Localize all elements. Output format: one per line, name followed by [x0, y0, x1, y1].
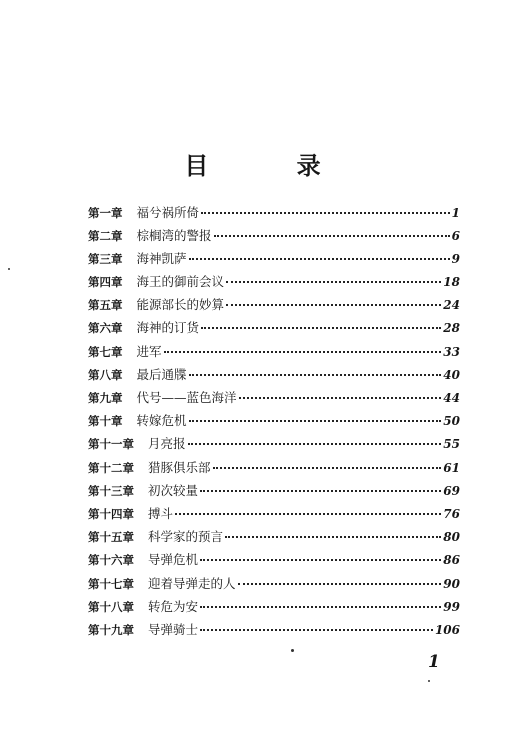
- chapter-title: 导弹骑士: [148, 621, 199, 637]
- chapter-number: 第十九章: [88, 622, 134, 637]
- chapter-number: 第十四章: [88, 506, 134, 521]
- dot-leader: [200, 547, 441, 562]
- dot-leader: [213, 454, 442, 469]
- dot-leader: [189, 408, 442, 423]
- chapter-title: 代号——蓝色海洋: [136, 390, 237, 405]
- chapter-title: 最后通牒: [136, 366, 187, 382]
- page-number: 1: [451, 205, 460, 220]
- chapter-number: 第九章: [88, 391, 123, 405]
- chapter-number: 第十六章: [88, 553, 134, 568]
- dot-leader: [188, 431, 442, 446]
- chapter-title: 海神的订货: [136, 320, 200, 336]
- page-number: 106: [434, 622, 460, 637]
- page-number: 44: [443, 391, 460, 405]
- chapter-title: 海王的御前会议: [136, 274, 225, 290]
- dot-leader: [214, 222, 450, 237]
- page-number: 40: [443, 367, 460, 382]
- page-number: 86: [443, 553, 460, 568]
- chapter-number: 第八章: [88, 367, 123, 382]
- chapter-number: 第七章: [88, 344, 123, 359]
- chapter-title: 迎着导弹走的人: [148, 575, 236, 591]
- page-number: 61: [443, 460, 460, 475]
- chapter-title: 进军: [136, 343, 162, 359]
- chapter-title: 转嫁危机: [136, 413, 187, 429]
- dot-leader: [238, 570, 442, 585]
- chapter-title: 福兮祸所倚: [136, 204, 200, 220]
- page-number: 33: [443, 344, 460, 359]
- page-number: 24: [443, 298, 460, 313]
- chapter-title: 导弹危机: [148, 552, 199, 568]
- dot-leader: [201, 315, 441, 330]
- chapter-number: 第十章: [88, 414, 123, 429]
- page-number: 9: [451, 251, 460, 266]
- chapter-title: 棕榈湾的警报: [136, 227, 212, 243]
- page-title: 目 录: [184, 151, 361, 180]
- dot-leader: [175, 500, 441, 515]
- chapter-number: 第四章: [88, 275, 123, 290]
- page-number: 18: [443, 275, 460, 290]
- page-number: 69: [443, 483, 460, 498]
- chapter-title: 转危为安: [148, 598, 199, 614]
- page-number: 50: [443, 414, 460, 429]
- chapter-number: 第五章: [88, 298, 123, 313]
- chapter-number: 第一章: [88, 205, 123, 220]
- dot-leader: [225, 524, 441, 539]
- dot-leader: [200, 477, 441, 492]
- dot-leader: [189, 245, 450, 260]
- chapter-title: 猎豚俱乐部: [148, 459, 211, 475]
- page-number: 55: [443, 437, 460, 452]
- print-speck: [428, 680, 430, 682]
- chapter-title: 能源部长的妙算: [136, 297, 225, 313]
- chapter-number: 第十八章: [88, 599, 134, 614]
- dot-leader: [201, 199, 450, 214]
- chapter-number: 第二章: [88, 228, 123, 243]
- page-number: 76: [443, 506, 460, 521]
- chapter-number: 第十五章: [88, 530, 134, 545]
- chapter-title: 月亮报: [148, 436, 186, 452]
- print-speck: [8, 268, 10, 270]
- dot-leader: [189, 361, 442, 376]
- folio-page-number: 1: [428, 652, 440, 672]
- chapter-number: 第三章: [88, 251, 123, 266]
- dot-leader: [239, 385, 442, 400]
- table-of-contents: [88, 202, 460, 643]
- dot-leader: [200, 616, 433, 631]
- page-number: 28: [443, 321, 460, 336]
- dot-leader: [226, 269, 441, 284]
- chapter-title: 搏斗: [148, 505, 174, 521]
- chapter-number: 第十二章: [88, 460, 134, 475]
- chapter-title: 初次较量: [148, 482, 199, 498]
- page-number: 6: [451, 228, 460, 243]
- chapter-number: 第十一章: [88, 437, 134, 452]
- chapter-number: 第六章: [88, 321, 123, 336]
- print-speck: [291, 649, 294, 652]
- page-number: 90: [443, 576, 460, 591]
- dot-leader: [200, 593, 441, 608]
- toc-entry: [88, 619, 460, 642]
- chapter-title: 科学家的预言: [148, 529, 224, 545]
- dot-leader: [164, 338, 442, 353]
- page-number: 99: [443, 599, 460, 614]
- chapter-number: 第十三章: [88, 483, 134, 498]
- page-number: 80: [443, 530, 460, 545]
- chapter-title: 海神凯萨: [136, 250, 187, 266]
- dot-leader: [226, 292, 441, 307]
- chapter-number: 第十七章: [88, 576, 134, 591]
